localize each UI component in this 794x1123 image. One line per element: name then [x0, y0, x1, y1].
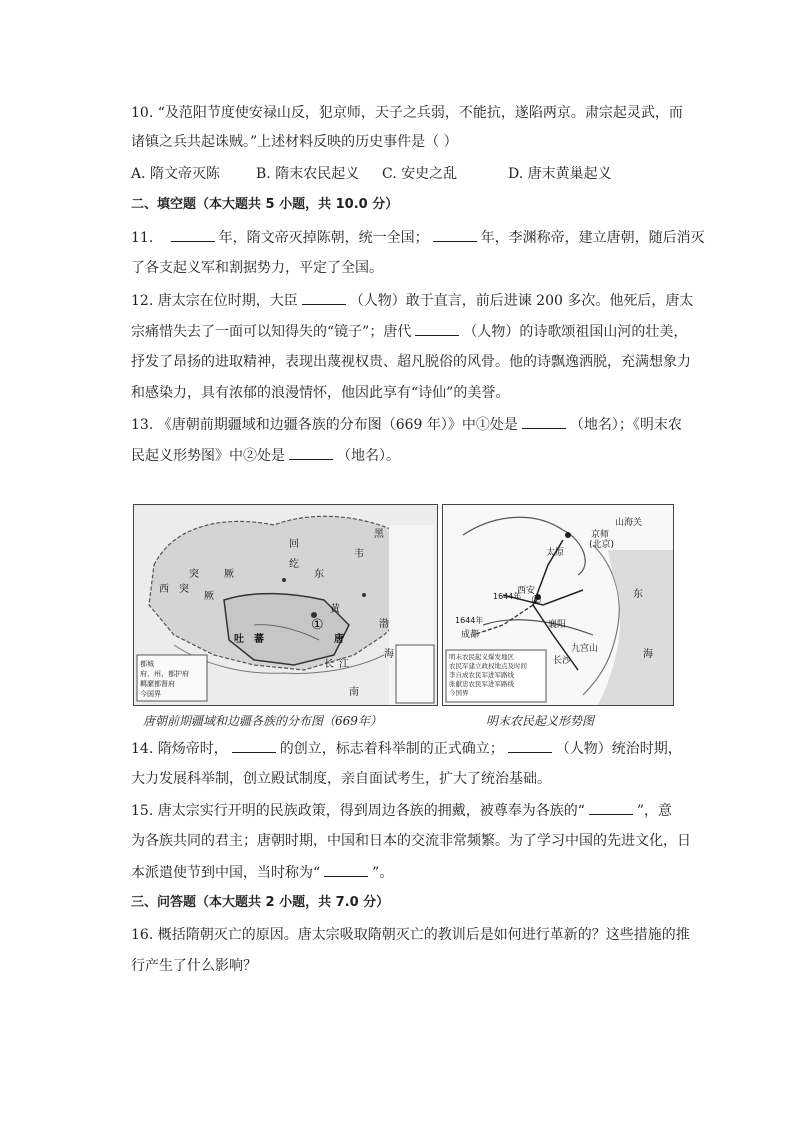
q13-line1	[131, 414, 682, 435]
q14-blank-2[interactable]	[508, 738, 552, 753]
tang-territory-map	[133, 504, 438, 706]
q14-line2: 大力发展科举制，创立殿试制度，亲自面试考生，扩大了统治基础。	[131, 771, 551, 787]
q15-blank-1[interactable]	[589, 800, 633, 815]
right-map-label-11: 东	[633, 589, 643, 600]
right-map-label-14: 襄阳	[548, 620, 567, 630]
q13-line2	[131, 445, 400, 466]
right-legend-item-2: 农民军建立政权地点及时间	[449, 662, 527, 670]
left-map-label-1: 回	[289, 539, 299, 550]
right-map-caption: 明末农民起义形势图	[486, 714, 595, 728]
q12-line4: 和感染力，具有浓郁的浪漫情怀，他因此享有“诗仙”的美誉。	[131, 385, 510, 401]
q15-text-4: ”。	[372, 865, 394, 881]
left-map-label-13: 蕃	[254, 634, 264, 645]
q11-line2: 了各支起义军和割据势力，平定了全国。	[131, 260, 383, 276]
ming-uprising-map	[442, 504, 674, 706]
q10-line1: 10. “及范阳节度使安禄山反，犯京师，天子之兵弱，不能抗，遂陷两京。肃宗起灵武，而	[131, 105, 683, 121]
q10-option-a: A. 隋文帝灭陈	[131, 166, 221, 182]
right-map-label-8: 成都	[461, 630, 480, 640]
left-map-marker-1: ①	[311, 617, 324, 633]
left-map-label-16: 长	[324, 659, 334, 670]
left-map-label-7: 厥	[204, 591, 214, 602]
left-legend-item-3: 羁縻都督府	[140, 680, 175, 688]
q15-blank-2[interactable]	[324, 862, 368, 877]
left-map-label-2: 纥	[289, 559, 299, 570]
q12-text-4: （人物）的诗歌颂祖国山河的壮美，	[463, 324, 688, 340]
q13-blank-1[interactable]	[522, 414, 566, 429]
left-map-label-4: 厥	[224, 569, 234, 580]
right-legend-item-5: 今国界	[449, 689, 469, 697]
q15-line1	[131, 800, 672, 821]
q11-text-2: 年，李渊称帝，建立唐朝，随后消灭	[480, 230, 705, 246]
q11-blank-2[interactable]	[433, 227, 477, 242]
right-map-label-2: (北京)	[589, 540, 615, 550]
left-legend-item-4: 今国界	[140, 690, 161, 698]
left-map-label-5: 西	[159, 584, 169, 595]
q12-line1	[131, 290, 693, 311]
left-map-label-17: 江	[339, 659, 349, 670]
left-map-label-6: 突	[179, 584, 189, 595]
q15-text-1: 15. 唐太宗实行开明的民族政策，得到周边各族的拥戴，被尊奉为各族的“	[131, 803, 585, 819]
left-map-label-10: 黑	[374, 529, 384, 540]
left-map-label-8: 东	[314, 569, 324, 580]
left-map-label-3: 突	[189, 569, 199, 580]
section-2-heading: 二、填空题（本大题共 5 小题，共 10.0 分）	[131, 197, 399, 212]
q12-text-3: 宗痛惜失去了一面可以知得失的“镜子”；唐代	[131, 324, 412, 340]
q15-line2: 为各族共同的君主；唐朝时期，中国和日本的交流非常频繁。为了学习中国的先进文化，日	[131, 833, 691, 849]
q15-text-2: ”，意	[636, 803, 673, 819]
q14-text-2: 的创立，标志着科举制的正式确立；	[279, 741, 504, 757]
q10-option-b: B. 隋末农民起义	[256, 166, 360, 182]
q14-line1	[131, 738, 682, 759]
section-3-heading: 三、问答题（本大题共 2 小题，共 7.0 分）	[131, 895, 390, 910]
q12-blank-1[interactable]	[302, 290, 346, 305]
q12-line2	[131, 321, 687, 342]
q11-text-1: 年，隋文帝灭掉陈朝，统一全国；	[218, 230, 429, 246]
right-map-label-3: 山海关	[615, 518, 643, 528]
left-map-label-11: 黄	[330, 604, 340, 615]
right-legend-item-3: 李自成农民军进军路线	[449, 671, 514, 679]
left-map-label-19: 南	[349, 687, 359, 698]
right-legend-item-4: 张献忠农民军进军路线	[449, 680, 514, 688]
q16-line2: 行产生了什么影响？	[131, 958, 257, 974]
right-map-label-1: 京师	[591, 530, 610, 540]
q16-line1: 16. 概括隋朝灭亡的原因。唐太宗吸取隋朝灭亡的教训后是如何进行革新的？这些措施的推	[131, 927, 690, 943]
q13-text-3: 民起义形势图》中②处是	[131, 448, 285, 464]
right-map-label-12: 海	[643, 649, 653, 660]
right-map-label-6: 1644年	[493, 592, 522, 601]
q10-option-c: C. 安史之乱	[382, 166, 458, 182]
q12-text-2: （人物）敢于直言，前后进谏 200 多次。他死后，唐太	[349, 293, 694, 309]
q10-option-d: D. 唐末黄巢起义	[508, 166, 612, 182]
maps-figure	[133, 504, 673, 732]
q10-line2: 诸镇之兵共起诛贼。”上述材料反映的历史事件是（ ）	[131, 134, 458, 150]
q15-line3	[131, 862, 393, 883]
right-map-marker-2: ②	[531, 593, 542, 607]
q12-line3: 抒发了昂扬的进取精神，表现出蔑视权贵、超凡脱俗的风骨。他的诗飘逸洒脱，充满想象力	[131, 354, 691, 370]
left-map-label-12: 吐	[234, 634, 244, 645]
left-map-legend	[140, 659, 189, 699]
q13-text-1: 13. 《唐朝前期疆域和边疆各族的分布图（669 年）》中①处是	[131, 417, 518, 433]
q11-line1	[131, 227, 705, 248]
q14-blank-1[interactable]	[232, 738, 276, 753]
q14-text-3: （人物）统治时期，	[555, 741, 682, 757]
q12-text-1: 12. 唐太宗在位时期，大臣	[131, 293, 298, 309]
right-map-label-7: 1644年	[455, 616, 484, 625]
q11-blank-1[interactable]	[171, 227, 215, 242]
right-legend-item-1: 明末农民起义爆发地区	[449, 653, 514, 661]
q14-text-1: 14. 隋炀帝时，	[131, 741, 228, 757]
q13-text-4: （地名）。	[337, 448, 400, 464]
right-map-label-4: 太原	[546, 548, 565, 558]
q13-blank-2[interactable]	[289, 445, 333, 460]
left-legend-item-1: 都城	[140, 660, 154, 668]
q12-blank-2[interactable]	[415, 321, 459, 336]
left-map-label-14: 唐	[334, 634, 344, 645]
q13-text-2: （地名）；《明末农	[569, 417, 682, 433]
right-map-label-9: 长沙	[553, 656, 572, 666]
q15-text-3: 本派遣使节到中国，当时称为“	[131, 865, 321, 881]
left-legend-item-2: 府、州、都护府	[140, 670, 189, 678]
left-map-label-18: 海	[384, 649, 394, 660]
left-map-caption: 唐朝前期疆域和边疆各族的分布图（669年）	[143, 714, 382, 728]
left-map-label-9: 韦	[354, 549, 364, 560]
right-map-label-10: 九宫山	[571, 644, 599, 654]
right-map-legend	[449, 653, 527, 698]
q11-number: 11.	[131, 230, 154, 246]
right-map-label-5: 西安	[517, 586, 536, 596]
left-map-label-15: 渤	[379, 619, 389, 630]
